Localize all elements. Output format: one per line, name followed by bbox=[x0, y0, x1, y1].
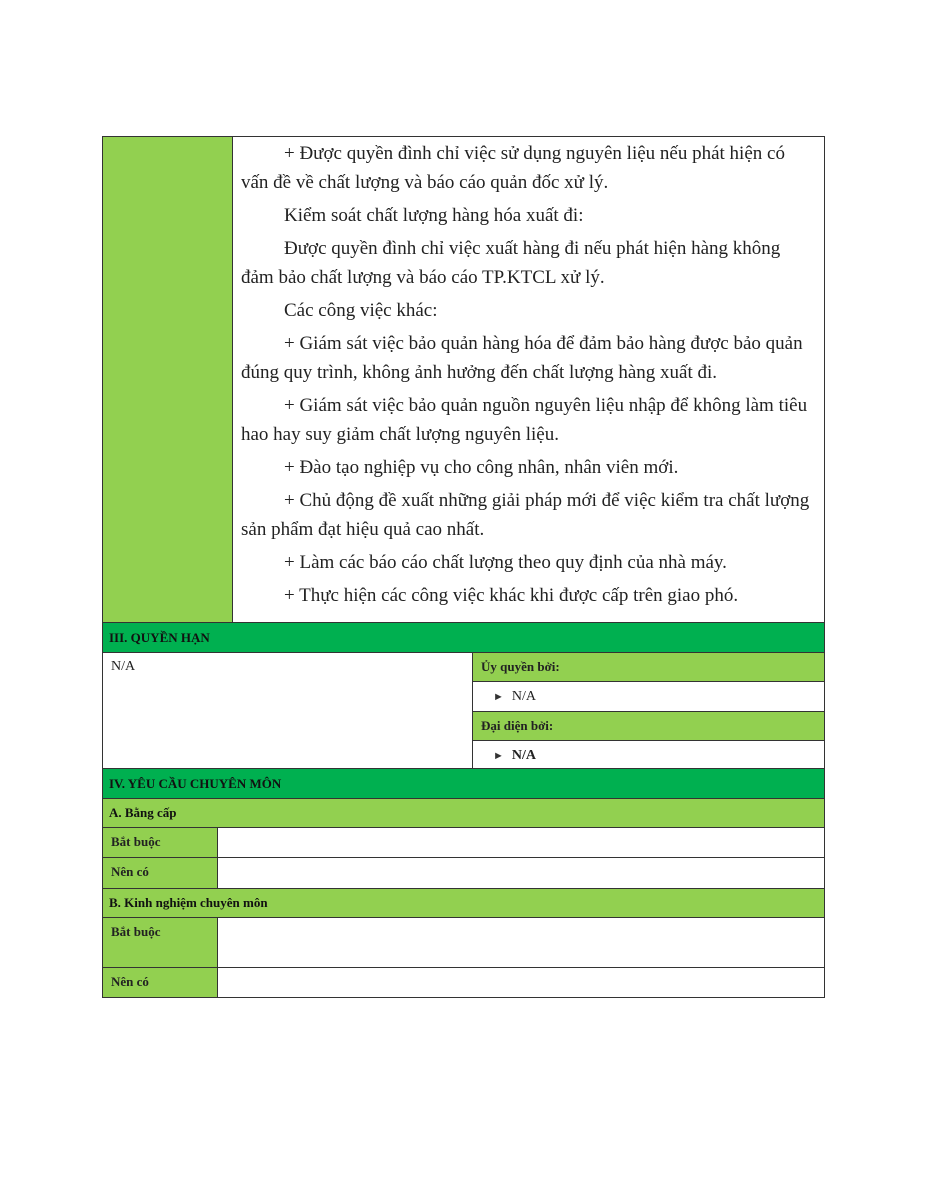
authority-heading: III. QUYỀN HẠN bbox=[103, 623, 824, 653]
duty-paragraph: + Làm các báo cáo chất lượng theo quy định của nhà máy. bbox=[284, 552, 727, 573]
delegated-by-item bbox=[473, 682, 824, 712]
experience-heading: B. Kinh nghiệm chuyên môn bbox=[103, 889, 824, 918]
experience-required-label: Bắt buộc bbox=[103, 918, 218, 967]
experience-required-row bbox=[103, 918, 824, 968]
represented-by-item bbox=[473, 741, 824, 770]
authority-row bbox=[103, 653, 824, 769]
requirements-heading: IV. YÊU CẦU CHUYÊN MÔN bbox=[103, 769, 824, 799]
degree-required-label: Bắt buộc bbox=[103, 828, 218, 857]
degree-required-value bbox=[218, 828, 824, 857]
duties-row bbox=[103, 137, 824, 623]
triangle-bullet-icon: ► bbox=[493, 691, 504, 703]
degree-preferred-label: Nên có bbox=[103, 858, 218, 888]
duty-paragraph: + Chủ động đề xuất những giải pháp mới để việc kiểm tra chất lượng sản phẩm đạt hiệu quả cao nhất. bbox=[241, 490, 810, 540]
duty-paragraph: Được quyền đình chỉ việc xuất hàng đi nếu phát hiện hàng không đảm bảo chất lượng và báo cáo TP.KTCL xử lý. bbox=[241, 238, 781, 288]
duties-text-cell bbox=[233, 137, 824, 622]
experience-preferred-label: Nên có bbox=[103, 968, 218, 997]
experience-preferred-value bbox=[218, 968, 824, 997]
duty-paragraph: + Giám sát việc bảo quản nguồn nguyên liệu nhập để không làm tiêu hao hay suy giảm chất lượng nguyên liệu. bbox=[241, 395, 808, 445]
degree-heading: A. Bằng cấp bbox=[103, 799, 824, 828]
duty-paragraph: + Được quyền đình chỉ việc sử dụng nguyên liệu nếu phát hiện có vấn đề về chất lượng và báo cáo quản đốc xử lý. bbox=[241, 143, 785, 193]
duty-paragraph: Các công việc khác: bbox=[284, 300, 438, 321]
duty-paragraph: + Đào tạo nghiệp vụ cho công nhân, nhân viên mới. bbox=[284, 457, 679, 478]
experience-required-value bbox=[218, 918, 824, 967]
degree-preferred-row bbox=[103, 858, 824, 889]
experience-preferred-row bbox=[103, 968, 824, 997]
represented-by-value: N/A bbox=[511, 748, 537, 763]
duty-paragraph: + Giám sát việc bảo quản hàng hóa để đảm bảo hàng được bảo quản đúng quy trình, không ảnh hưởng đến chất lượng hàng xuất đi. bbox=[241, 333, 803, 383]
authority-details bbox=[473, 653, 824, 768]
triangle-bullet-icon: ► bbox=[493, 750, 504, 762]
represented-by-label: Đại diện bởi: bbox=[473, 712, 824, 741]
degree-required-row bbox=[103, 828, 824, 858]
duty-paragraph: + Thực hiện các công việc khác khi được cấp trên giao phó. bbox=[284, 585, 739, 606]
authority-value: N/A bbox=[103, 653, 473, 768]
delegated-by-value: N/A bbox=[511, 689, 537, 704]
duties-label-cell bbox=[103, 137, 233, 622]
job-description-table bbox=[102, 136, 825, 998]
delegated-by-label: Ủy quyền bởi: bbox=[473, 653, 824, 682]
duty-paragraph: Kiểm soát chất lượng hàng hóa xuất đi: bbox=[284, 205, 584, 226]
degree-preferred-value bbox=[218, 858, 824, 888]
